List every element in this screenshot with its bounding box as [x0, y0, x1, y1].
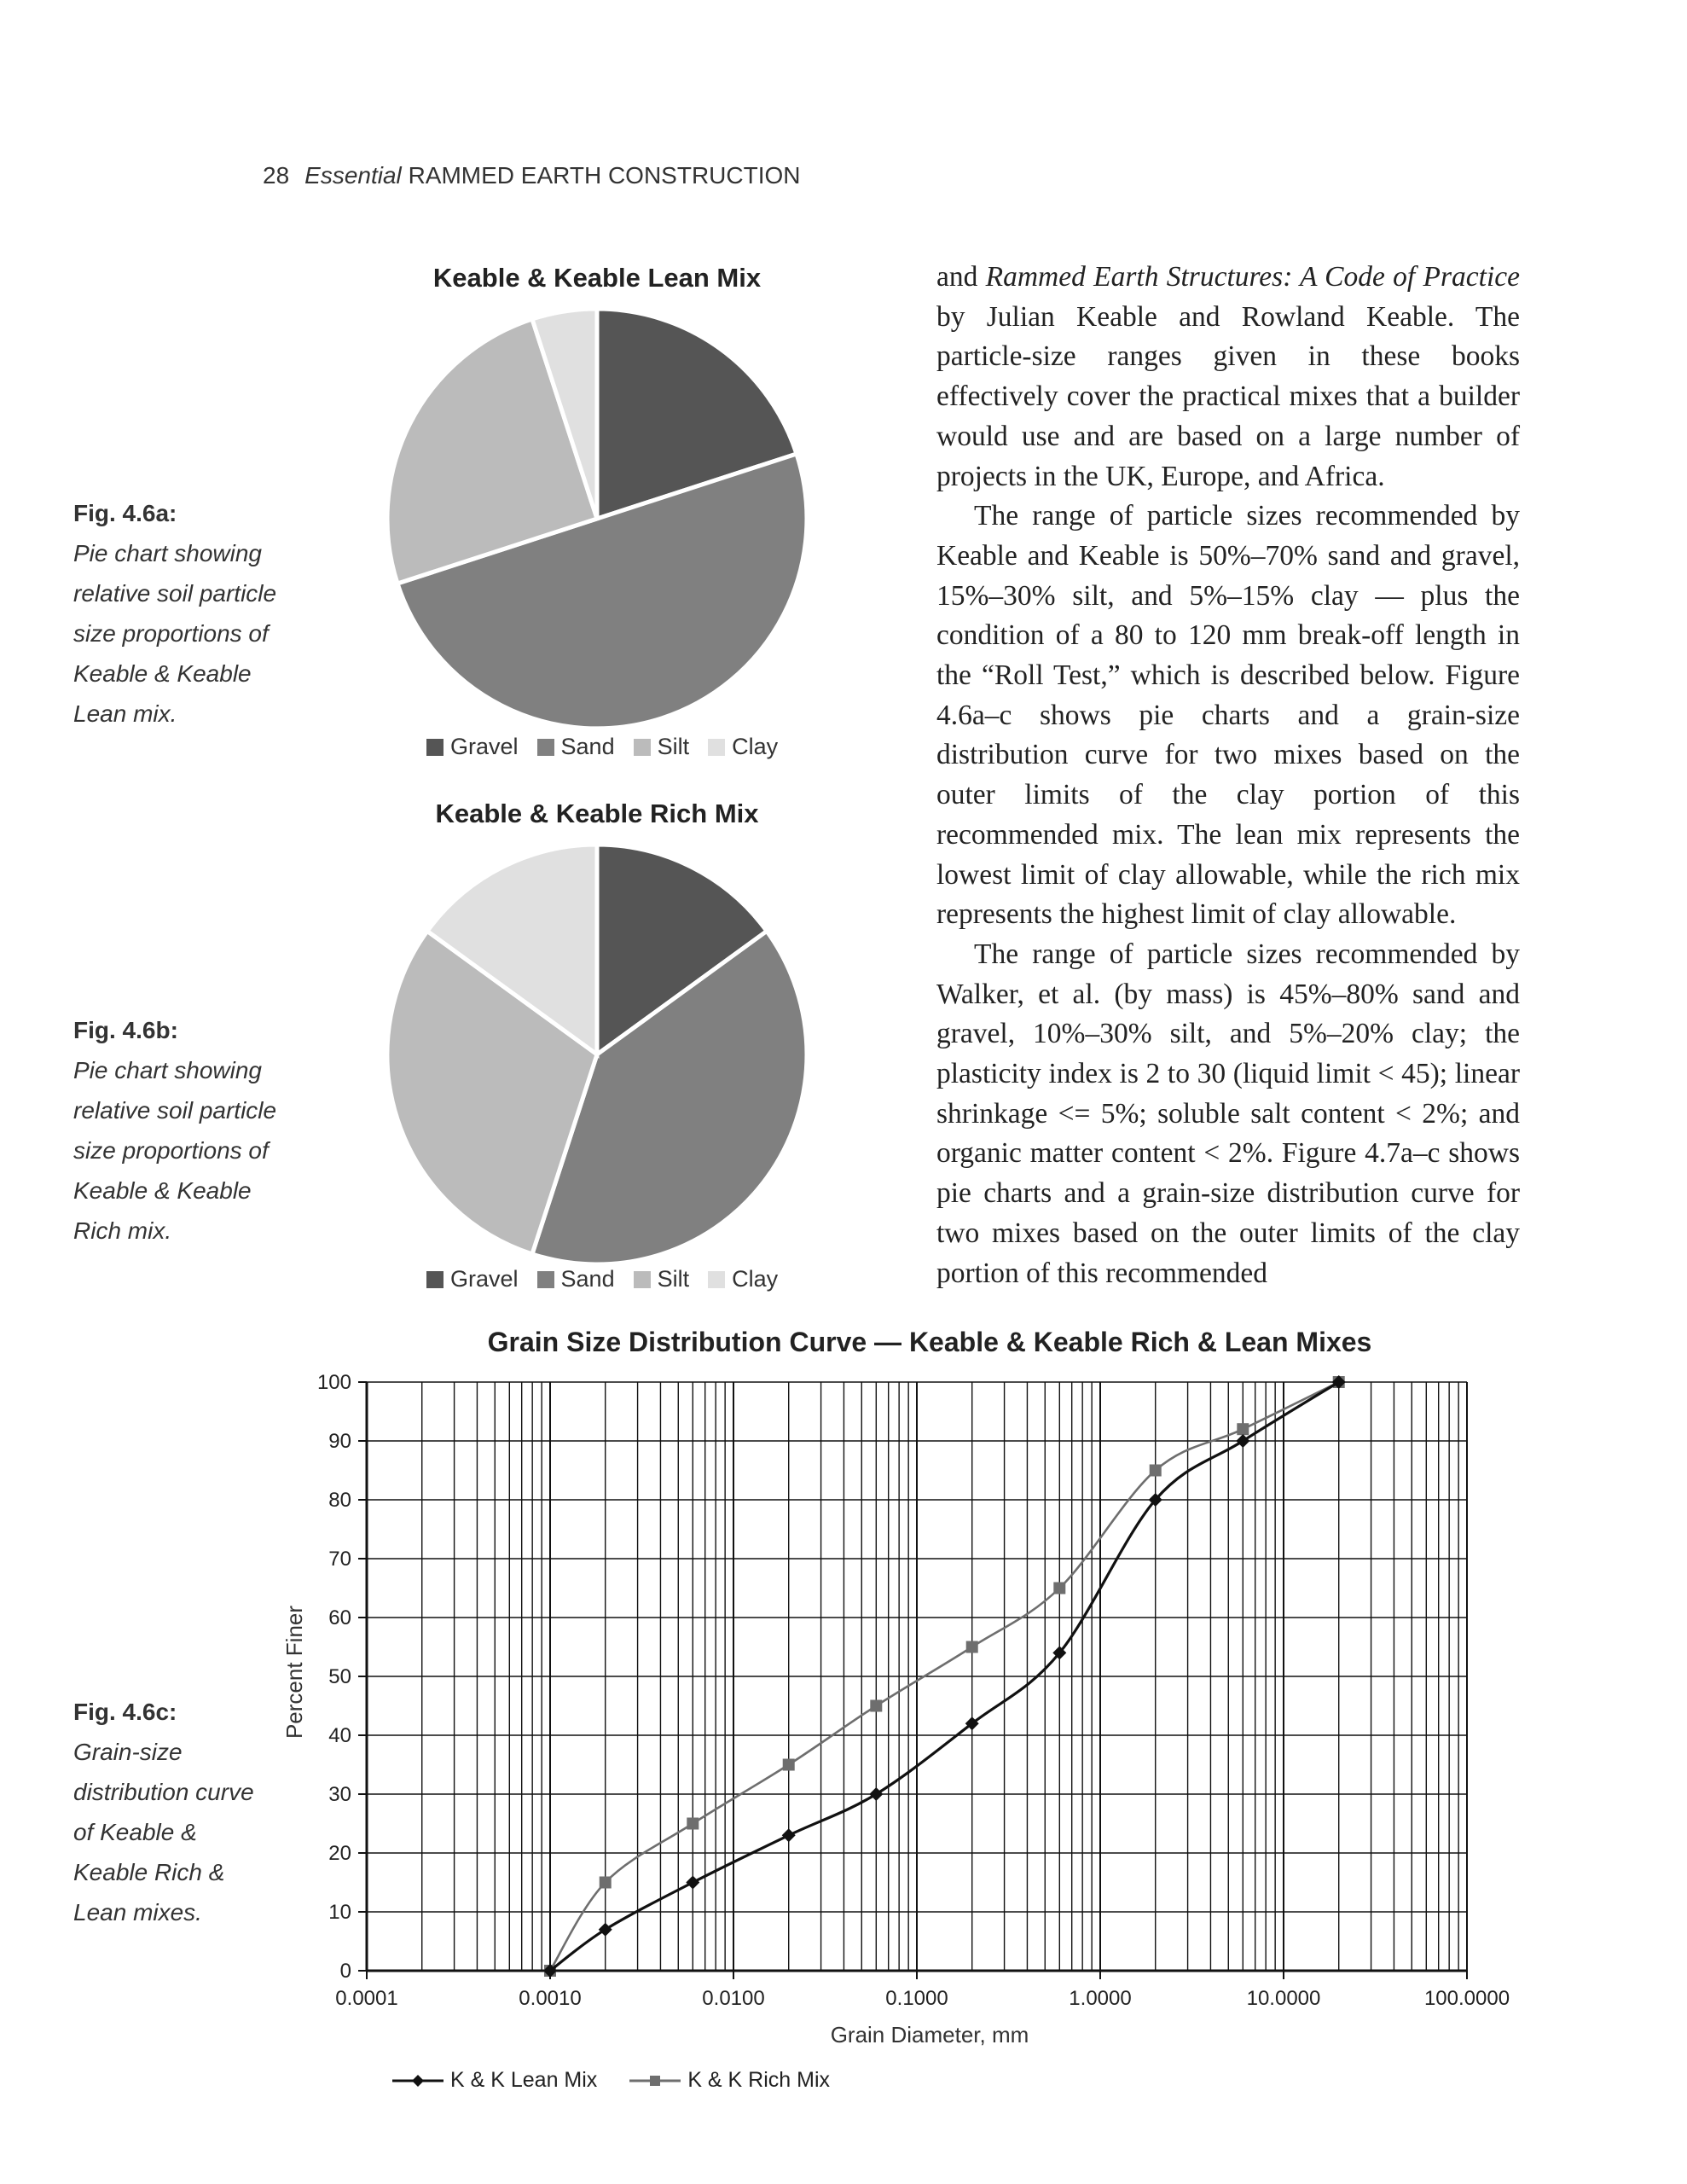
data-point-rich — [966, 1641, 978, 1653]
x-axis-label: Grain Diameter, mm — [830, 2022, 1029, 2048]
x-tick-label: 0.0010 — [519, 1987, 582, 2010]
y-tick-label: 10 — [328, 1901, 351, 1924]
paragraph: The range of particle sizes recommended by Keable and Keable is 50%–70% sand and gravel, 15%–30% silt, and 5%–15% clay — plus the condition of a 80 to 120 mm break-off length in the “Roll Test,” which is described below. Figure 4.6a–c shows pie charts and a grain-size distribution curve for two mixes based on the outer limits of the clay portion of this recommended mix. The lean mix represents the lowest limit of clay allowable, while the rich mix represents the highest limit of clay allowable. — [936, 500, 1520, 931]
data-point-lean — [1236, 1434, 1249, 1448]
book-title: RAMMED EARTH CONSTRUCTION — [408, 162, 801, 189]
y-tick-label: 90 — [328, 1430, 351, 1453]
y-tick-label: 60 — [328, 1606, 351, 1629]
y-tick-label: 40 — [328, 1724, 351, 1747]
legend-label: K & K Lean Mix — [450, 2068, 598, 2092]
legend-label: Silt — [657, 734, 690, 759]
data-point-rich — [783, 1759, 795, 1771]
x-tick-label: 1.0000 — [1069, 1987, 1132, 2010]
legend-label: Clay — [732, 734, 779, 759]
legend-label: K & K Rich Mix — [687, 2068, 831, 2092]
data-point-rich — [1053, 1583, 1065, 1594]
paragraph-text: and — [936, 261, 986, 293]
y-tick-label: 20 — [328, 1842, 351, 1865]
caption-label: Fig. 4.6b: — [73, 1017, 178, 1043]
book-title-italic: Essential — [304, 162, 402, 189]
x-tick-label: 0.1000 — [885, 1987, 948, 2010]
pie-title: Keable & Keable Rich Mix — [435, 799, 759, 828]
legend-label: Gravel — [450, 734, 519, 759]
y-tick-label: 70 — [328, 1548, 351, 1571]
data-point-lean — [599, 1923, 612, 1937]
legend-item-rich — [629, 2068, 830, 2093]
caption-label: Fig. 4.6a: — [73, 500, 177, 526]
data-point-rich — [1237, 1423, 1249, 1435]
line-legend — [392, 2068, 830, 2093]
paragraph-text: by Julian Keable and Rowland Keable. The particle-size ranges given in these books effectively cover the practical mixes that a builder would use and are based on a large number of projects in the UK, Europe, and Africa. — [936, 300, 1520, 492]
legend-label: Sand — [560, 734, 615, 759]
caption-label: Fig. 4.6c: — [73, 1699, 177, 1725]
legend-label: Sand — [560, 1266, 615, 1292]
y-axis-label: Percent Finer — [281, 1605, 307, 1740]
data-point-rich — [687, 1818, 699, 1830]
x-tick-label: 10.0000 — [1246, 1987, 1321, 2010]
chart-title: Grain Size Distribution Curve — Keable & Keable Rich & Lean Mixes — [487, 1327, 1372, 1357]
caption-text: Pie chart showing relative soil particle size proportions of Keable & Keable Lean mix. — [73, 540, 277, 727]
legend-label: Clay — [732, 1266, 779, 1292]
page-number: 28 — [263, 162, 290, 189]
data-point-rich — [600, 1877, 612, 1889]
legend-marker-square — [629, 2072, 681, 2089]
x-tick-label: 0.0100 — [702, 1987, 765, 2010]
data-point-rich — [870, 1700, 882, 1712]
y-tick-label: 100 — [316, 1371, 351, 1394]
data-point-rich — [1150, 1465, 1162, 1477]
x-tick-label: 100.0000 — [1423, 1987, 1510, 2010]
data-point-lean — [782, 1828, 796, 1842]
caption-text: Grain-size distribution curve of Keable & Keable Rich & Lean mixes. — [73, 1739, 254, 1926]
y-tick-label: 80 — [328, 1489, 351, 1512]
legend-item-lean — [392, 2068, 597, 2093]
y-tick-label: 50 — [328, 1665, 351, 1688]
x-tick-label: 0.0001 — [335, 1987, 398, 2010]
data-point-lean — [869, 1787, 883, 1801]
caption-text: Pie chart showing relative soil particle size proportions of Keable & Keable Rich mix. — [73, 1057, 277, 1244]
data-point-lean — [686, 1876, 699, 1890]
legend-label: Gravel — [450, 1266, 519, 1292]
y-tick-label: 0 — [339, 1960, 351, 1983]
paragraph: The range of particle sizes recommended by Walker, et al. (by mass) is 45%–80% sand and gravel, 10%–30% silt, and 5%–20% clay; the plasticity index is 2 to 30 (liquid limit < 45); linear shrinkage <= 5%; soluble salt content < 2%; and organic matter content < 2%. Figure 4.7a–c shows pie charts and a grain-size distribution curve for two mixes based on the outer limits of the clay portion of this recommended — [936, 938, 1520, 1289]
y-tick-label: 30 — [328, 1783, 351, 1806]
book-title-reference: Rammed Earth Structures: A Code of Practice — [985, 261, 1520, 293]
pie-title: Keable & Keable Lean Mix — [432, 263, 762, 293]
legend-label: Silt — [657, 1266, 690, 1292]
legend-marker-diamond — [392, 2072, 443, 2089]
